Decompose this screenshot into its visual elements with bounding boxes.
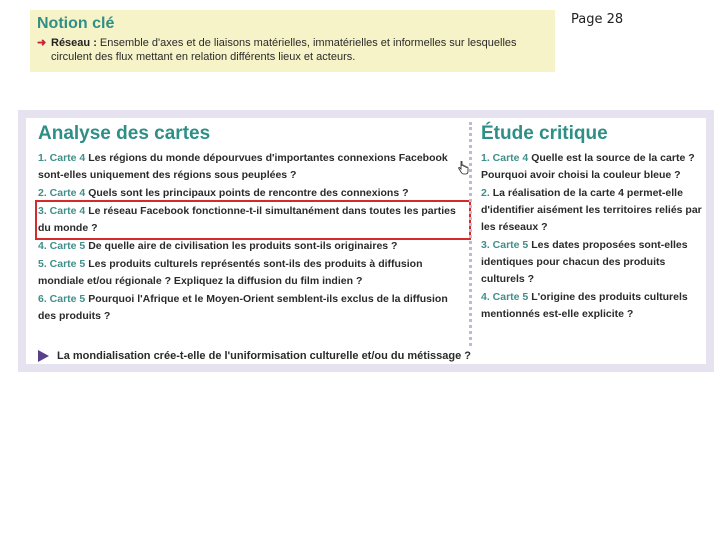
page-number: Page 28 (571, 12, 624, 27)
play-triangle-icon (38, 350, 49, 362)
exercise-panel-inner (26, 118, 706, 364)
question-text: Les régions du monde dépourvues d'importantes connexions Facebook sont-elles uniquement des régions sous peuplées ? (38, 152, 448, 181)
etude-question-1 (481, 150, 706, 184)
etude-question-2 (481, 185, 706, 236)
notion-title: Notion clé (37, 15, 115, 32)
analyse-question-6 (38, 291, 468, 325)
question-ref: 1. Carte 4 (481, 152, 529, 164)
question-text: Pourquoi l'Afrique et le Moyen-Orient semblent-ils exclus de la diffusion des produits ? (38, 293, 448, 322)
etude-column (481, 122, 706, 324)
question-text: Quels sont les principaux points de rencontre des connexions ? (88, 187, 409, 199)
notion-term: Réseau : (51, 37, 97, 49)
question-ref: 3. Carte 4 (38, 205, 86, 217)
question-ref: 4. Carte 5 (481, 291, 529, 303)
notion-definition-line (37, 36, 548, 64)
question-ref: 2. Carte 4 (38, 187, 86, 199)
question-ref: 2. (481, 187, 490, 199)
question-ref: 3. Carte 5 (481, 239, 529, 251)
analyse-question-1 (38, 150, 468, 184)
question-text: Les dates proposées sont-elles identiques pour chacun des produits culturels ? (481, 239, 688, 285)
notion-cle-box (30, 10, 555, 72)
bottom-question-text: La mondialisation crée-t-elle de l'uniformisation culturelle et/ou du métissage ? (57, 350, 471, 362)
question-ref: 4. Carte 5 (38, 240, 86, 252)
analyse-question-2 (38, 185, 468, 202)
exercise-panel (18, 110, 714, 372)
question-ref: 5. Carte 5 (38, 258, 86, 270)
question-text: Les produits culturels représentés sont-ils des produits à diffusion mondiale et/ou régionale ? Expliquez la diffusion du film indien ? (38, 258, 423, 287)
arrow-right-icon: ➜ (37, 37, 47, 49)
analyse-title: Analyse des cartes (38, 123, 211, 144)
question-text: De quelle aire de civilisation les produits sont-ils originaires ? (88, 240, 398, 252)
question-text: L'origine des produits culturels mentionnés est-elle explicite ? (481, 291, 688, 320)
etude-title: Étude critique (481, 123, 608, 144)
analyse-question-4 (38, 238, 468, 255)
question-text: Le réseau Facebook fonctionne-t-il simultanément dans toutes les parties du monde ? (38, 205, 456, 234)
hand-cursor-icon (457, 161, 469, 175)
analyse-question-3-highlighted (38, 203, 468, 237)
analyse-question-5 (38, 256, 468, 290)
etude-question-4 (481, 289, 706, 323)
question-text: La réalisation de la carte 4 permet-elle d'identifier aisément les territoires reliés par les réseaux ? (481, 187, 702, 233)
question-ref: 1. Carte 4 (38, 152, 86, 164)
analyse-column (38, 122, 468, 326)
notion-definition-text: Ensemble d'axes et de liaisons matérielles, immatérielles et informelles sur lesquelles circulent des flux mettant en relation différents lieux et acteurs. (51, 37, 517, 63)
notion-definition (51, 36, 548, 64)
column-divider (469, 122, 472, 346)
question-text: Quelle est la source de la carte ? Pourquoi avoir choisi la couleur bleue ? (481, 152, 695, 181)
etude-question-3 (481, 237, 706, 288)
bottom-question (38, 350, 471, 362)
question-ref: 6. Carte 5 (38, 293, 86, 305)
